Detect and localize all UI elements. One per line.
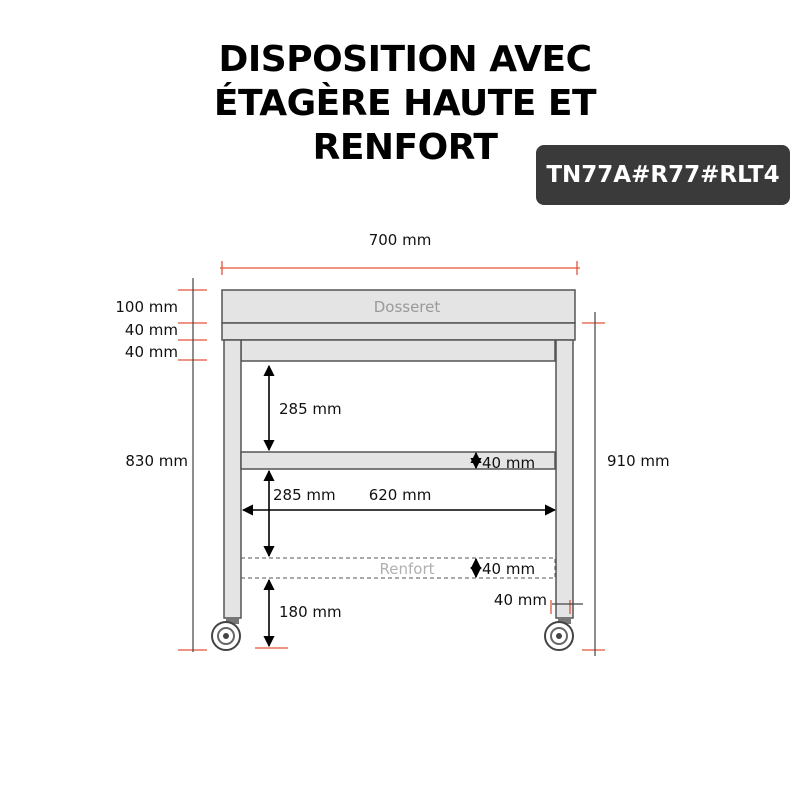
dim-backsplash-height: 100 mm [115, 298, 178, 316]
brace-label: Renfort [379, 560, 435, 578]
dim-total-height: 910 mm [607, 452, 670, 470]
worktop [222, 323, 575, 340]
dim-upper-gap: 285 mm [279, 400, 342, 418]
product-code-badge: TN77A#R77#RLT4 [536, 145, 790, 205]
left-leg [224, 340, 241, 618]
left-castor [212, 618, 240, 650]
title-line-2: ÉTAGÈRE HAUTE ET [213, 83, 597, 124]
dim-width-total: 700 mm [368, 231, 432, 249]
dim-shelf-thickness: 40 mm [482, 454, 536, 472]
dim-inner-width: 620 mm [368, 486, 432, 504]
dim-floor-clearance: 180 mm [279, 603, 342, 621]
dim-leg-width: 40 mm [493, 591, 547, 609]
dim-top-thickness: 40 mm [124, 321, 178, 339]
backsplash-label: Dosseret [373, 298, 441, 316]
dim-apron-height: 40 mm [124, 343, 178, 361]
dim-brace-thickness: 40 mm [482, 560, 536, 578]
right-castor [545, 618, 573, 650]
apron [241, 340, 555, 361]
title-line-1: DISPOSITION AVEC [218, 39, 592, 80]
title-line-3: RENFORT [312, 127, 498, 168]
dim-lower-gap: 285 mm [273, 486, 336, 504]
dim-leg-height: 830 mm [125, 452, 188, 470]
right-leg [556, 340, 573, 618]
